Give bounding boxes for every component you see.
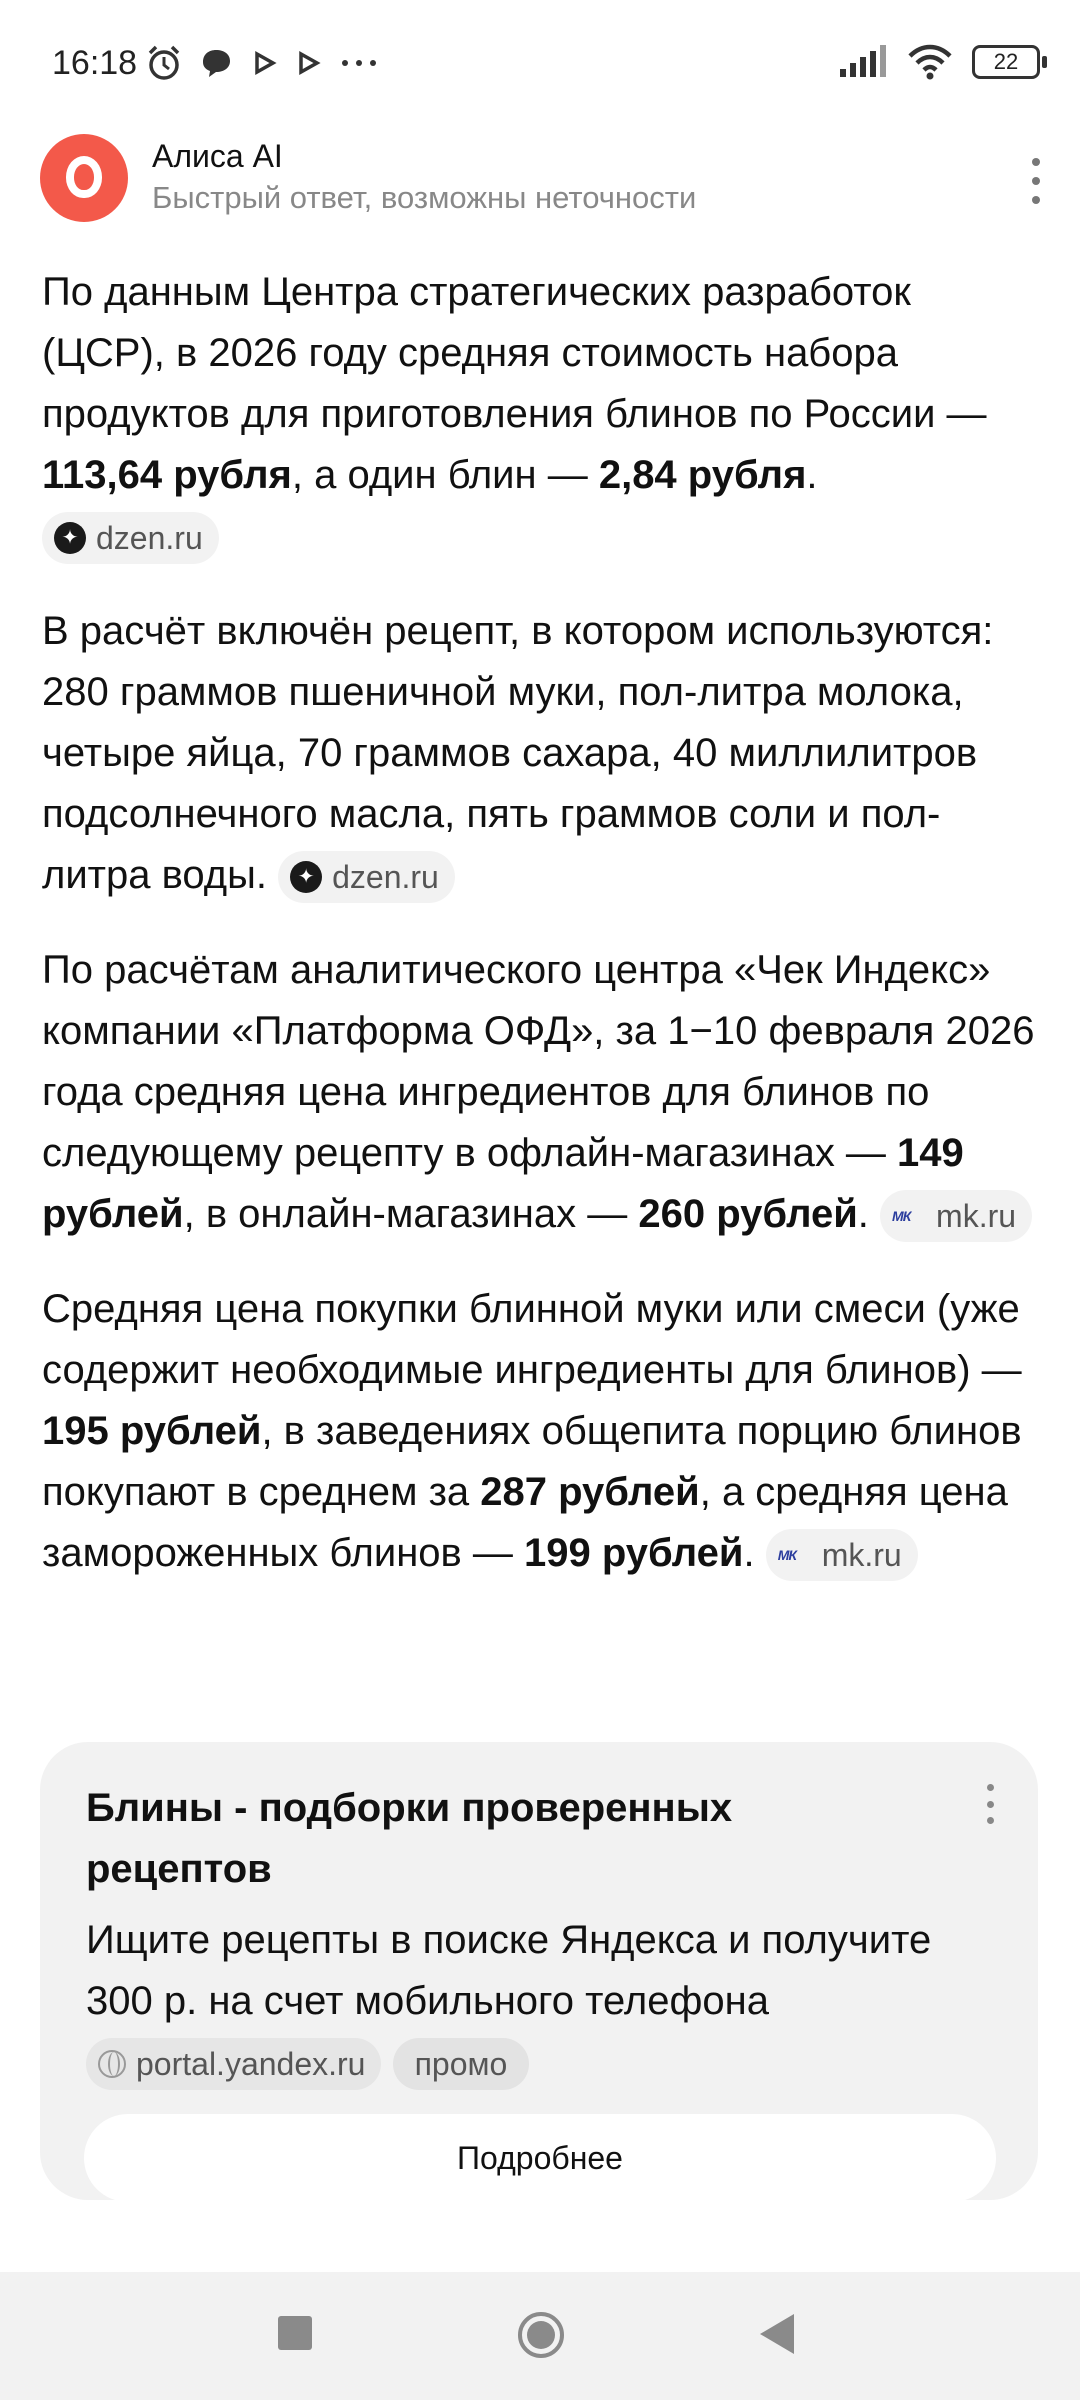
mk-logo-icon: МК: [892, 1208, 911, 1225]
assistant-title: Алиса AI: [152, 138, 283, 174]
paragraph-bold-text: 199 рублей: [524, 1531, 744, 1575]
more-options-icon[interactable]: [1030, 158, 1042, 204]
alice-logo-icon: [40, 134, 128, 222]
answer-content: [42, 262, 1040, 1618]
answer-paragraph: [42, 1279, 1040, 1584]
paragraph-text: По данным Центра стратегических разработок (ЦСР), в 2026 году средняя стоимость набора продуктов для приготовления блинов по России —: [42, 270, 987, 436]
dzen-logo-icon: ✦: [290, 861, 322, 893]
alarm-icon: [145, 44, 183, 82]
source-chip[interactable]: [880, 1190, 1032, 1242]
promo-card: [40, 1742, 1038, 2200]
globe-icon: [98, 2050, 126, 2078]
paragraph-text: .: [857, 1192, 869, 1236]
paragraph-bold-text: 260 рублей: [638, 1192, 858, 1236]
status-time: 16:18: [52, 44, 138, 82]
source-label: mk.ru: [821, 1537, 902, 1574]
status-icons-left: [145, 44, 381, 82]
paragraph-text: , в заведениях общепита порцию блинов покупают в среднем за: [42, 1409, 1022, 1514]
more-dots-icon: [337, 44, 381, 82]
source-chip[interactable]: [42, 512, 219, 564]
play-icon: [293, 44, 323, 82]
system-nav-bar: [0, 2272, 1080, 2400]
more-details-button[interactable]: Подробнее: [84, 2114, 996, 2202]
promo-badge: промо: [393, 2038, 530, 2090]
promo-title: Блины - подборки проверенных рецептов: [86, 1786, 733, 1891]
chat-bubble-icon: [197, 44, 235, 82]
source-label: dzen.ru: [96, 520, 203, 557]
promo-more-options-icon[interactable]: [984, 1784, 996, 1824]
dzen-logo-icon: ✦: [54, 522, 86, 554]
signal-icon: [838, 45, 888, 79]
paragraph-bold-text: 149 рублей: [42, 1131, 964, 1236]
paragraph-text: , а один блин —: [291, 453, 599, 497]
paragraph-bold-text: 113,64 рубля: [42, 453, 292, 497]
source-label: dzen.ru: [332, 859, 439, 896]
play-icon: [249, 44, 279, 82]
promo-source-chip[interactable]: [86, 2038, 381, 2090]
source-chip[interactable]: [766, 1529, 918, 1581]
source-label: mk.ru: [936, 1198, 1017, 1235]
paragraph-text: , а средняя цена замороженных блинов —: [42, 1470, 1008, 1575]
paragraph-text: Средняя цена покупки блинной муки или смеси (уже содержит необходимые ингредиенты для блинов) —: [42, 1287, 1022, 1392]
promo-text: Ищите рецепты в поиске Яндекса и получите 300 р. на счет мобильного телефона: [86, 1918, 932, 2023]
answer-paragraph: [42, 601, 1040, 906]
paragraph-text: По расчётам аналитического центра «Чек Индекс» компании «Платформа ОФД», за 1−10 февраля 2026 года средняя цена ингредиентов для блинов по следующему рецепту в офлайн-магазинах —: [42, 948, 1035, 1175]
paragraph-bold-text: 2,84 рубля: [598, 453, 807, 497]
status-icons-right: [838, 44, 1040, 80]
paragraph-bold-text: 287 рублей: [480, 1470, 700, 1514]
answer-paragraph: [42, 940, 1040, 1245]
wifi-icon: [906, 44, 954, 80]
answer-paragraph: [42, 262, 1040, 567]
promo-text-block: [86, 1910, 986, 2093]
battery-icon: 22: [972, 45, 1040, 79]
source-label: portal.yandex.ru: [136, 2046, 366, 2083]
mk-logo-icon: МК: [777, 1547, 796, 1564]
paragraph-text: , в онлайн-магазинах —: [183, 1192, 639, 1236]
paragraph-text: .: [743, 1531, 755, 1575]
paragraph-text: .: [806, 453, 818, 497]
paragraph-text: В расчёт включён рецепт, в котором используются: 280 граммов пшеничной муки, пол-литра молока, четыре яйца, 70 граммов сахара, 40 миллилитров подсолнечного масла, пять граммов соли и пол-литра воды.: [42, 609, 994, 897]
home-icon[interactable]: [518, 2312, 564, 2358]
assistant-header: [0, 110, 1080, 250]
recent-apps-icon[interactable]: [278, 2316, 312, 2350]
assistant-subtitle: Быстрый ответ, возможны неточности: [152, 180, 697, 215]
back-icon[interactable]: [760, 2314, 794, 2354]
paragraph-bold-text: 195 рублей: [42, 1409, 262, 1453]
source-chip[interactable]: [278, 851, 455, 903]
